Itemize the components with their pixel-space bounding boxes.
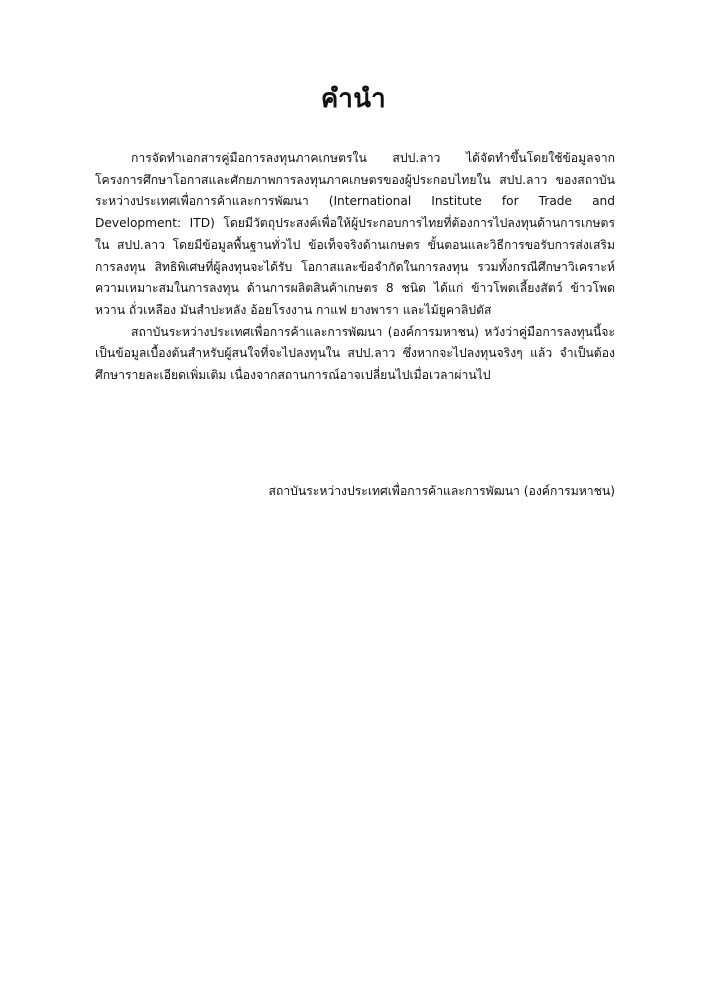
page-title: คำนำ [320,84,387,114]
signature-line: สถาบันระหว่างประเทศเพื่อการค้าและการพัฒนา (องค์การมหาชน) [268,484,615,498]
paragraph-closing: สถาบันระหว่างประเทศเพื่อการค้าและการพัฒนา (องค์การมหาชน) หวังว่าคู่มือการลงทุนนี้จะเป็นข้อมูลเบื้องต้นสำหรับผู้สนใจที่จะไปลงทุนใน สปป.ลาว ซึ่งหากจะไปลงทุนจริงๆ แล้ว จำเป็นต้องศึกษารายละเอียดเพิ่มเติม เนื่องจากสถานการณ์อาจเปลี่ยนไปเมื่อเวลาผ่านไป [95,324,615,383]
paragraph-intro: การจัดทำเอกสารคู่มือการลงทุนภาคเกษตรใน สปป.ลาว ได้จัดทำขึ้นโดยใช้ข้อมูลจากโครงการศึกษาโอกาสและศักยภาพการลงทุนภาคเกษตรของผู้ประกอบไทยใน สปป.ลาว ของสถาบันระหว่างประเทศเพื่อการค้าและการพัฒนา (International Institute for Trade and Development: ITD) โดยมีวัตถุประสงค์เพื่อให้ผู้ประกอบการไทยที่ต้องการไปลงทุนด้านการเกษตรใน สปป.ลาว โดยมีข้อมูลพื้นฐานทั่วไป ข้อเท็จจริงด้านเกษตร ขั้นตอนและวิธีการขอรับการส่งเสริมการลงทุน สิทธิพิเศษที่ผู้ลงทุนจะได้รับ โอกาสและข้อจำกัดในการลงทุน รวมทั้งกรณีศึกษาวิเคราะห์ความเหมาะสมในการลงทุน ด้านการผลิตสินค้าเกษตร 8 ชนิด ได้แก่ ข้าวโพดเลี้ยงสัตว์ ข้าวโพดหวาน ถั่วเหลือง มันสำปะหลัง อ้อยโรงงาน กาแฟ ยางพารา และไม้ยูคาลิปตัส [95,151,615,317]
body-text [95,148,615,387]
